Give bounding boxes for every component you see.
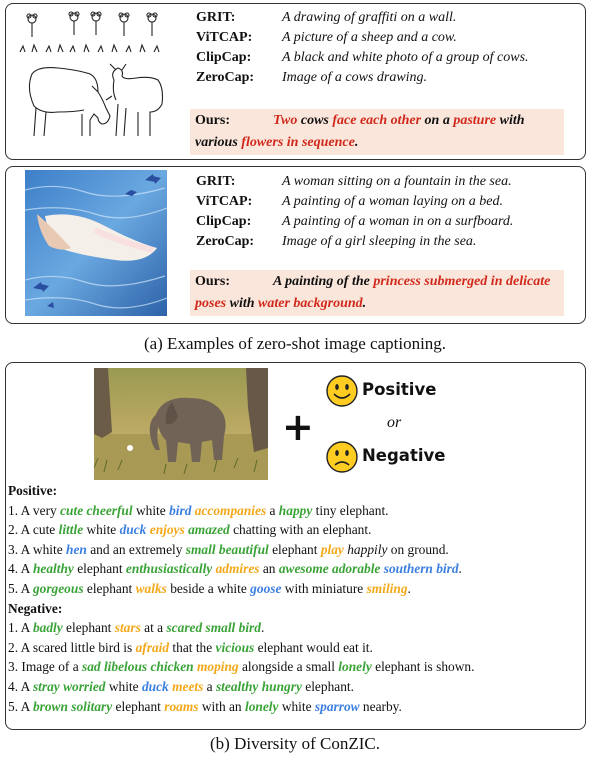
positive-caption-item: [8, 540, 586, 560]
model-name: ClipCap:: [196, 50, 252, 65]
caption-segment: alongside a small: [238, 659, 339, 675]
caption-segment: 4. A: [8, 561, 33, 577]
caption-segment: enthusiastically: [125, 561, 213, 577]
elephant-photo-image: [94, 368, 268, 480]
caption-segment: enjoys: [149, 522, 185, 538]
ours-segment: flowers in sequence: [241, 135, 355, 150]
caption-text: A woman sitting on a fountain in the sea.: [282, 174, 512, 189]
caption-segment: elephant: [268, 541, 321, 557]
figure-caption-b: (b) Diversity of ConZIC.: [210, 734, 380, 753]
caption-row-vitcap: [196, 28, 529, 48]
caption-segment: 5. A: [8, 698, 33, 714]
caption-segment: goose: [250, 580, 282, 596]
ours-segment: .: [354, 135, 359, 150]
caption-segment: meets: [172, 678, 204, 694]
caption-segment: .: [407, 580, 411, 596]
caption-segment: healthy: [32, 561, 74, 577]
caption-segment: 3. Image of a: [8, 659, 82, 675]
caption-segment: a: [203, 678, 216, 694]
ours-label: Ours:: [195, 274, 230, 289]
ours-segment: princess submerged in: [373, 274, 503, 289]
caption-segment: stealthy hungry: [215, 678, 302, 694]
caption-text: A painting of a woman in on a surfboard.: [282, 214, 514, 229]
caption-segment: smiling: [366, 580, 408, 596]
caption-segment: beside a white: [166, 580, 251, 596]
caption-segment: on ground.: [387, 541, 449, 557]
ours-caption-box-cows: [190, 109, 564, 155]
positive-header: Positive:: [8, 483, 58, 498]
ours-segment: A painting of the: [273, 274, 374, 289]
diverse-captions-list: [8, 481, 586, 716]
caption-segment: a: [266, 502, 279, 518]
negative-label: Negative: [362, 446, 446, 465]
caption-segment: 4. A: [8, 678, 33, 694]
or-label: or: [387, 414, 402, 431]
caption-segment: white: [132, 502, 170, 518]
model-name: ViTCAP:: [196, 194, 253, 209]
caption-segment: an: [259, 561, 279, 577]
smiley-face-icon: [325, 374, 359, 408]
model-name: ZeroCap:: [196, 70, 255, 85]
caption-segment: accompanies: [194, 502, 267, 518]
caption-text: A picture of a sheep and a cow.: [282, 30, 457, 45]
ours-segment: face each other: [332, 113, 422, 128]
caption-segment: white: [105, 678, 142, 694]
baseline-captions-cows: [196, 8, 529, 88]
positive-captions: [8, 501, 586, 599]
cows-sketch-image: [18, 8, 168, 150]
ours-segment: delicate poses: [195, 274, 551, 311]
ours-segment: on a: [421, 113, 454, 128]
caption-text: Image of a cows drawing.: [282, 70, 428, 85]
negative-caption-item: [8, 638, 586, 658]
caption-segment: elephant: [112, 698, 165, 714]
model-name: GRIT:: [196, 10, 236, 25]
negative-caption-item: [8, 618, 586, 638]
caption-segment: happily: [347, 541, 388, 557]
positive-caption-item: [8, 559, 586, 579]
caption-segment: small beautiful: [185, 541, 269, 557]
caption-segment: awesome adorable: [278, 561, 381, 577]
caption-segment: bird: [169, 502, 192, 518]
caption-segment: duck: [119, 522, 147, 538]
caption-segment: white: [83, 522, 120, 538]
caption-row-vitcap: [196, 192, 513, 212]
caption-segment: little: [58, 522, 84, 538]
ours-label: Ours:: [195, 113, 230, 128]
negative-caption-item: [8, 697, 586, 717]
caption-segment: with miniature: [281, 580, 367, 596]
caption-segment: duck: [141, 678, 169, 694]
model-name: ZeroCap:: [196, 234, 255, 249]
figure-caption-a: (a) Examples of zero-shot image captioning.: [143, 334, 447, 353]
caption-segment: .: [260, 620, 265, 636]
caption-segment: happy: [278, 502, 313, 518]
ours-segment: .: [362, 296, 367, 311]
caption-segment: scared small bird: [166, 620, 261, 636]
positive-caption-item: [8, 501, 586, 521]
caption-segment: elephant would eat it.: [254, 639, 373, 655]
caption-segment: amazed: [188, 522, 230, 538]
caption-row-grit: [196, 8, 529, 28]
caption-segment: and an extremely: [86, 541, 186, 557]
caption-segment: cute cheerful: [60, 502, 133, 518]
ours-segment: water background: [258, 296, 363, 311]
negative-captions: [8, 618, 586, 716]
caption-segment: lonely: [338, 659, 372, 675]
caption-segment: 5. A: [8, 580, 33, 596]
caption-row-zerocap: [196, 68, 529, 88]
caption-segment: elephant.: [301, 678, 354, 694]
sad-face-icon: [325, 440, 359, 474]
ours-segment: with: [226, 296, 259, 311]
caption-segment: chatting with an elephant.: [229, 522, 372, 538]
caption-row-clipcap: [196, 48, 529, 68]
caption-segment: at a: [140, 620, 167, 636]
caption-segment: elephant is shown.: [371, 659, 475, 675]
caption-segment: 1. A: [8, 620, 33, 636]
caption-segment: nearby.: [359, 698, 402, 714]
ours-caption-box-woman: [190, 270, 564, 316]
caption-segment: sparrow: [314, 698, 360, 714]
caption-segment: 1. A very: [8, 502, 61, 518]
woman-sea-painting-image: [25, 170, 167, 316]
caption-text: A painting of a woman laying on a bed.: [282, 194, 504, 209]
caption-segment: hen: [66, 541, 87, 557]
positive-caption-item: [8, 579, 586, 599]
caption-segment: sad libelous chicken: [82, 659, 194, 675]
ours-segment: Two: [273, 113, 298, 128]
caption-segment: elephant: [62, 620, 115, 636]
caption-segment: roams: [164, 698, 199, 714]
caption-segment: white: [278, 698, 315, 714]
caption-segment: elephant: [73, 561, 126, 577]
model-name: ViTCAP:: [196, 30, 253, 45]
caption-segment: with an: [198, 698, 245, 714]
caption-segment: 3. A white: [8, 541, 67, 557]
caption-segment: admires: [215, 561, 260, 577]
negative-header: Negative:: [8, 600, 63, 616]
caption-segment: southern bird: [383, 561, 459, 577]
caption-row-grit: [196, 172, 513, 192]
model-name: ClipCap:: [196, 214, 252, 229]
caption-segment: vicious: [215, 639, 255, 655]
caption-row-zerocap: [196, 232, 513, 252]
caption-segment: afraid: [135, 639, 170, 655]
ours-segment: with various: [195, 113, 525, 150]
negative-caption-item: [8, 677, 586, 697]
caption-row-clipcap: [196, 212, 513, 232]
positive-caption-item: [8, 520, 586, 540]
caption-segment: gorgeous: [32, 580, 84, 596]
caption-text: A drawing of graffiti on a wall.: [282, 10, 457, 25]
model-name: GRIT:: [196, 174, 236, 189]
ours-segment: cows: [297, 113, 333, 128]
caption-segment: 2. A scared little bird is: [8, 639, 136, 655]
caption-segment: lonely: [244, 698, 279, 714]
plus-sign: +: [282, 405, 314, 449]
caption-segment: brown solitary: [32, 698, 113, 714]
caption-segment: moping: [196, 659, 239, 675]
caption-segment: that the: [169, 639, 216, 655]
caption-segment: tiny elephant.: [312, 502, 389, 518]
caption-segment: 2. A cute: [8, 522, 59, 538]
caption-text: A black and white photo of a group of cows.: [282, 50, 529, 65]
positive-label: Positive: [362, 380, 437, 399]
caption-segment: stars: [114, 620, 141, 636]
caption-text: Image of a girl sleeping in the sea.: [282, 234, 477, 249]
caption-segment: elephant: [83, 580, 136, 596]
caption-segment: stray worried: [32, 678, 106, 694]
caption-segment: walks: [135, 580, 167, 596]
caption-segment: badly: [32, 620, 63, 636]
caption-segment: .: [458, 561, 462, 577]
caption-segment: play: [320, 541, 344, 557]
ours-segment: pasture: [453, 113, 497, 128]
baseline-captions-woman: [196, 172, 513, 252]
negative-caption-item: [8, 657, 586, 677]
